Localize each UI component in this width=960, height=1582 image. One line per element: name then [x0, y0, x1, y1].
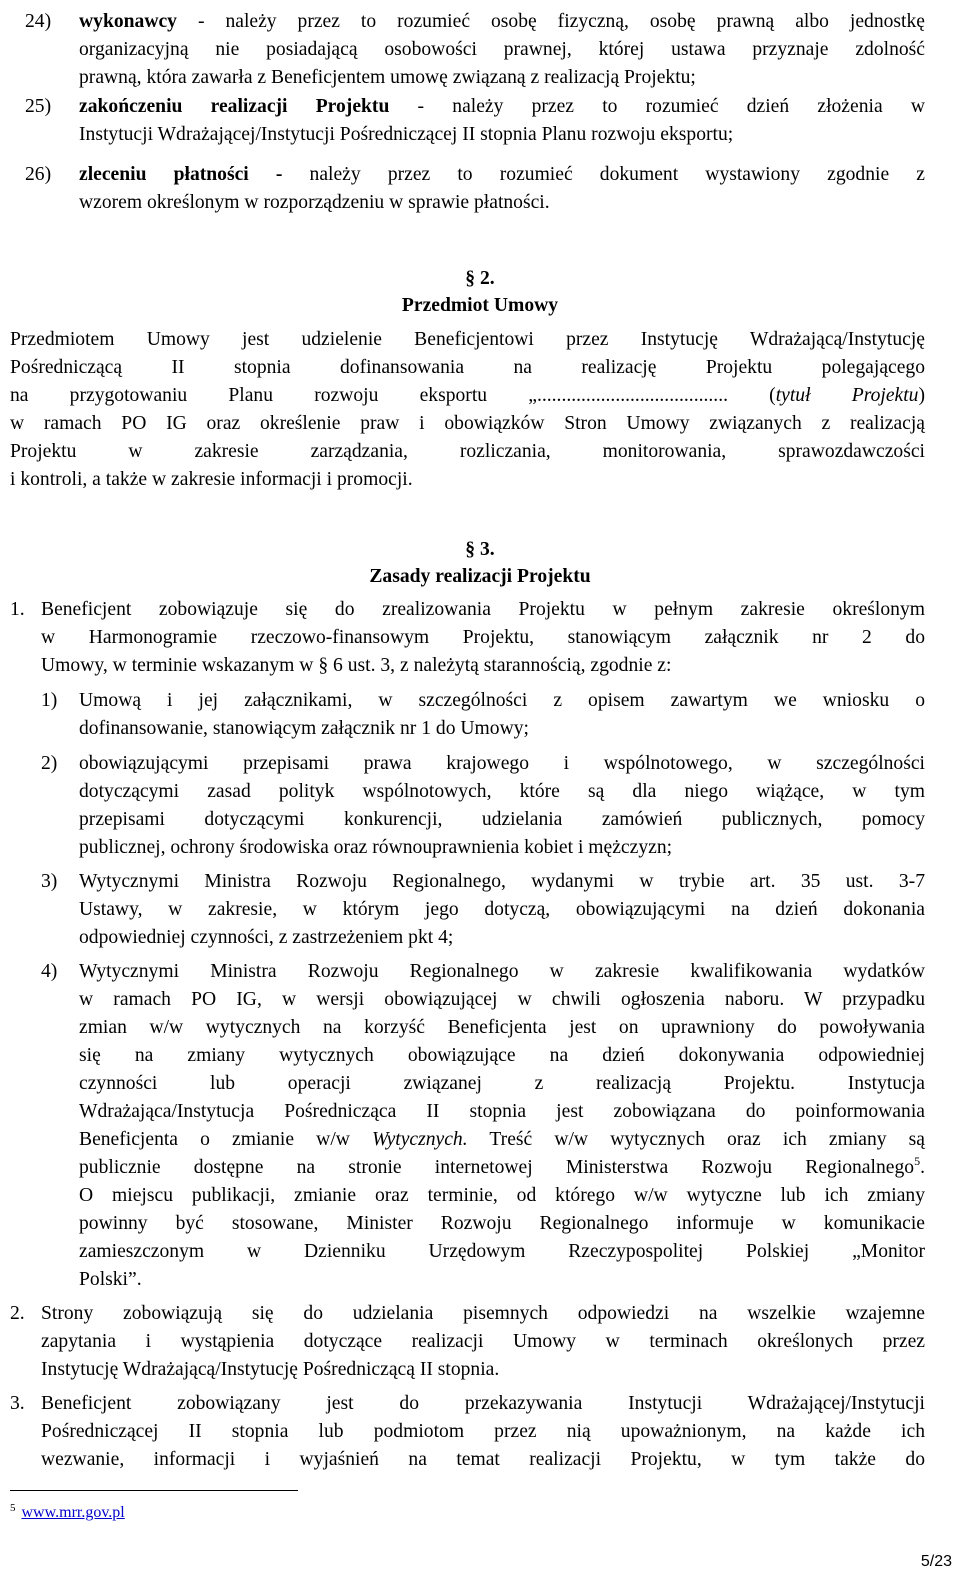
definition-number: 25)	[25, 96, 52, 117]
definition-number: 24)	[25, 11, 52, 32]
section-3-item-2: obowiązującymi przepisami prawa krajowego i wspólnotowego, w szczególności dotyczącymi zasad polityk wspólnotowych, które są dla niego wiążące, w tym przepisami dotyczącymi konkurencji, udzielania zamówień publicznych, pomocy publicznej, ochrony środowiska oraz równouprawnienia kobiet i mężczyzn;	[79, 753, 925, 858]
footnote-separator	[10, 1490, 298, 1491]
definition-term: zakończeniu realizacji Projektu	[79, 96, 390, 117]
paragraph-number: 2.	[10, 1303, 25, 1324]
footnote-number: 5	[10, 1502, 16, 1514]
section-number: § 3.	[465, 539, 495, 560]
definition-number: 26)	[25, 164, 52, 185]
footnote-link[interactable]: www.mrr.gov.pl	[21, 1504, 125, 1521]
footnote	[10, 1497, 125, 1524]
footnote-reference[interactable]: 5	[914, 1154, 921, 1168]
definition-term: wykonawcy	[79, 11, 177, 32]
section-3-paragraph-1: Beneficjent zobowiązuje się do zrealizowania Projektu w pełnym zakresie określonym w Harmonogramie rzeczowo-finansowym Projektu, stanowiącym załącznik nr 2 do Umowy, w terminie wskazanym w § 6 ust. 3, z należytą starannością, zgodnie z:	[41, 599, 925, 676]
item-number: 2)	[41, 753, 58, 774]
section-3-paragraph-3: Beneficjent zobowiązany jest do przekazywania Instytucji Wdrażającej/Instytucji Pośredniczącej II stopnia lub podmiotom przez nią upoważnionym, na każde ich wezwanie, informacji i wyjaśnień na temat realizacji Projektu, w tym także do	[41, 1393, 925, 1470]
section-3-item-1: Umową i jej załącznikami, w szczególności z opisem zawartym we wniosku o dofinansowanie, stanowiącym załącznik nr 1 do Umowy;	[79, 690, 925, 739]
section-title: Przedmiot Umowy	[401, 295, 559, 316]
item-number: 1)	[41, 690, 58, 711]
paragraph-number: 1.	[10, 599, 25, 620]
section-3-item-4: Wytycznymi Ministra Rozwoju Regionalnego w zakresie kwalifikowania wydatków w ramach PO IG, w wersji obowiązującej w chwili ogłoszenia naboru. W przypadku zmian w/w wytycznych na korzyść Beneficjenta jest on uprawniony do powoływania się na zmiany wytycznych obowiązujące na dzień dokonywania odpowiedniej czynności lub operacji związanej z realizacją Projektu. Instytucja Wdrażająca/Instytucja Pośrednicząca II stopnia jest zobowiązana do poinformowania Beneficjenta o zmianie w/w Wytycznych. Treść w/w wytycznych oraz ich zmiany są publicznie dostępne na stronie internetowej Ministerstwa Rozwoju Regionalnego$^5$. O miejscu publikacji, zmianie oraz terminie, od którego w/w wytyczne lub ich zmiany powinny być stosowane, Minister Rozwoju Regionalnego informuje w komunikacie zamieszczonym w Dzienniku Urzędowym Rzeczypospolitej Polskiej „Monitor Polski”.	[79, 961, 925, 1290]
item-number: 4)	[41, 961, 58, 982]
definition-24: wykonawcy - należy przez to rozumieć osobę fizyczną, osobę prawną albo jednostkę organizacyjną nie posiadającą osobowości prawnej, której ustawa przyznaje zdolność prawną, która zawarła z Beneficjentem umowę związaną z realizacją Projektu;	[79, 11, 925, 88]
definition-term: zleceniu płatności -	[79, 164, 283, 185]
paragraph-number: 3.	[10, 1393, 25, 1414]
definition-25: zakończeniu realizacji Projektu - należy przez to rozumieć dzień złożenia w Instytucji Wdrażającej/Instytucji Pośredniczącej II stopnia Planu rozwoju eksportu;	[79, 96, 925, 145]
section-number: § 2.	[465, 268, 495, 289]
section-3-item-3: Wytycznymi Ministra Rozwoju Regionalnego, wydanymi w trybie art. 35 ust. 3-7 Ustawy, w zakresie, w którym jego dotyczą, obowiązującymi na dzień dokonania odpowiedniej czynności, z zastrzeżeniem pkt 4;	[79, 871, 925, 948]
title-placeholder-hint: tytuł Projektu	[775, 385, 919, 406]
section-2-paragraph: Przedmiotem Umowy jest udzielenie Beneficjentowi przez Instytucję Wdrażającą/Instytucję Pośredniczącą II stopnia dofinansowania na realizację Projektu polegającego na przygotowaniu Planu rozwoju eksportu „....................................... (tytuł Projektu) w ramach PO IG oraz określenie praw i obowiązków Stron Umowy związanych z realizacją Projektu w zakresie zarządzania, rozliczania, monitorowania, sprawozdawczości i kontroli, a także w zakresie informacji i promocji.	[10, 329, 925, 490]
page-number: 5/23	[920, 1553, 952, 1570]
section-3-paragraph-2: Strony zobowiązują się do udzielania pisemnych odpowiedzi na wszelkie wzajemne zapytania i wystąpienia dotyczące realizacji Umowy w terminach określonych przez Instytucję Wdrażającą/Instytucję Pośredniczącą II stopnia.	[41, 1303, 925, 1380]
section-title: Zasady realizacji Projektu	[369, 566, 591, 587]
definition-26: zleceniu płatności - należy przez to rozumieć dokument wystawiony zgodnie z wzorem określonym w rozporządzeniu w sprawie płatności.	[79, 164, 925, 213]
item-number: 3)	[41, 871, 58, 892]
